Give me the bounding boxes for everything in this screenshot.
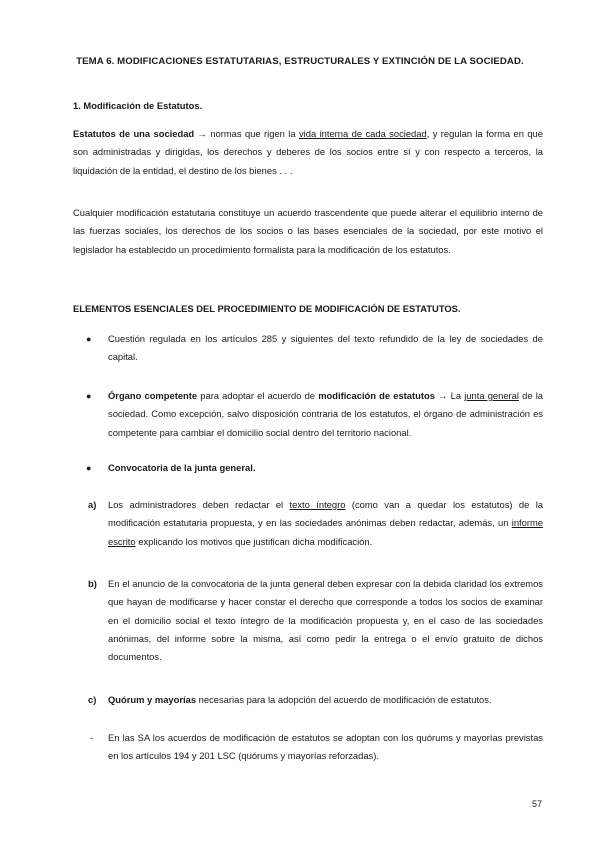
paragraph-modificacion: Cualquier modificación estatutaria constituye un acuerdo trascendente que puede alterar el equilibrio interno de las fuerzas sociales, los derechos de los socios o las bases esenciales de la sociedad, por este motivo el legislador ha establecido un procedimiento formalista para la modificación de los estatutos. [73, 207, 543, 255]
term-modificacion: modificación de estatutos [318, 390, 435, 401]
text-segment: La [450, 390, 465, 401]
list-marker-b: b) [88, 578, 97, 589]
underlined-phrase: vida interna de cada sociedad [298, 128, 427, 139]
bullet-item-regulacion: Cuestión regulada en los artículos 285 y siguientes del texto refundido de la ley de sociedades de capital. [108, 333, 543, 363]
list-marker-a: a) [88, 499, 97, 510]
page-title: TEMA 6. MODIFICACIONES ESTATUTARIAS, ESTRUCTURALES Y EXTINCIÓN DE LA SOCIEDAD. [76, 56, 524, 67]
underlined-phrase: junta general [464, 390, 519, 401]
text-segment: , y regulan la forma en que son administradas y dirigidas, los derechos y deberes de los socios entre sí y con respecto a terceros, la liquidación de la entidad, el destino de los bienes . . . [73, 128, 543, 176]
term-organo-competente: Órgano competente [108, 390, 198, 401]
underlined-phrase: texto íntegro [289, 499, 346, 510]
text-segment: necesarias para la adopción del acuerdo de modificación de estatutos. [196, 694, 492, 705]
text-segment: normas que rigen la [210, 128, 299, 139]
list-item-b: En el anuncio de la convocatoria de la junta general deben expresar con la debida claridad los extremos que hayan de modificarse y hacer constar el derecho que corresponde a todos los socios de examinar en el domicilio social el texto íntegro de la modificación propuesta y, en el caso de las sociedades anónimas, del informe sobre la misma, así como pedir la entrega o el envío gratuito de dichos documentos. [108, 578, 543, 663]
term-estatutos: Estatutos de una sociedad [73, 128, 195, 139]
underlined-phrase: informe escrito [108, 517, 543, 547]
section-heading: 1. Modificación de Estatutos. [73, 100, 203, 111]
bullet-icon: ● [86, 391, 92, 401]
paragraph-estatutos-definition [73, 125, 543, 180]
text-segment: para adoptar el acuerdo de [197, 390, 319, 401]
text-segment: (como van a quedar los estatutos) de la modificación estatutaria propuesta, y en las sociedades anónimas deben redactar, además, un [108, 499, 544, 529]
arrow-icon: → [194, 128, 211, 139]
arrow-icon: → [434, 390, 451, 401]
list-marker-dash: - [90, 732, 94, 743]
text-segment: Los administradores deben redactar el [108, 499, 290, 510]
elements-heading: ELEMENTOS ESENCIALES DEL PROCEDIMIENTO DE MODIFICACIÓN DE ESTATUTOS. [73, 303, 461, 314]
bullet-icon: ● [86, 463, 92, 473]
bullet-item-organo [108, 387, 543, 442]
text-segment: de la sociedad. Como excepción, salvo disposición contraria de los estatutos, el órgano de administración es competente para cambiar el domicilio social dentro del territorio nacional. [108, 390, 544, 438]
list-item-dash: En las SA los acuerdos de modificación de estatutos se adoptan con los quórums y mayorías previstas en los artículos 194 y 201 LSC (quórums y mayorías reforzadas). [108, 732, 543, 762]
page-number: 57 [531, 799, 542, 809]
list-item-a [108, 496, 543, 551]
text-segment: explicando los motivos que justifican dicha modificación. [135, 535, 373, 547]
bullet-item-convocatoria: Convocatoria de la junta general. [108, 462, 256, 473]
term-quorum: Quórum y mayorías [108, 694, 197, 705]
list-item-c [108, 691, 543, 709]
bullet-icon: ● [86, 334, 92, 344]
list-marker-c: c) [88, 694, 97, 705]
